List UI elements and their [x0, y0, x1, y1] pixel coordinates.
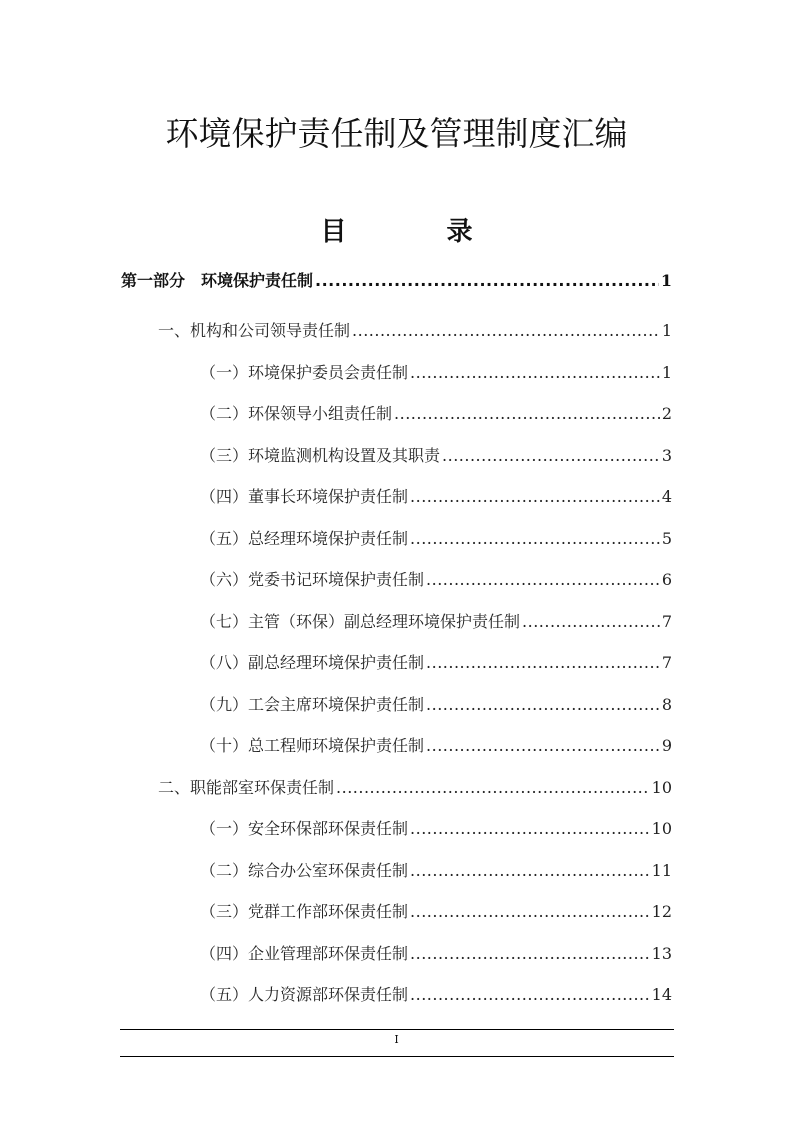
toc-entry-page: 14 — [651, 985, 672, 1004]
document-title: 环境保护责任制及管理制度汇编 — [165, 114, 628, 153]
toc-entry-page: 4 — [661, 487, 672, 506]
toc-entry[interactable] — [200, 360, 672, 382]
toc-leader-dots — [410, 985, 650, 1004]
toc-entry-part[interactable] — [121, 268, 672, 290]
toc-entry-page: 2 — [661, 404, 672, 423]
toc-leader-dots — [352, 321, 660, 340]
toc-entry-page: 5 — [661, 529, 672, 548]
toc-entry-label: （十）总工程师环境保护责任制 — [200, 736, 425, 755]
page-number: I — [394, 1033, 399, 1046]
toc-entry[interactable] — [200, 609, 672, 631]
toc-entry-label: （三）环境监测机构设置及其职责 — [200, 446, 441, 465]
toc-heading-left: 目 — [320, 217, 347, 247]
toc-entry[interactable] — [200, 858, 672, 880]
toc-leader-dots — [394, 404, 660, 423]
toc-entry-page: 8 — [661, 695, 672, 714]
toc-entry-label: （九）工会主席环境保护责任制 — [200, 695, 425, 714]
toc-entry[interactable] — [200, 567, 672, 589]
toc-entry[interactable] — [200, 816, 672, 838]
toc-entry-label: 二、职能部室环保责任制 — [158, 778, 335, 797]
toc-entry-label: 一、机构和公司领导责任制 — [158, 321, 351, 340]
toc-entry-page: 1 — [661, 321, 672, 340]
toc-leader-dots — [410, 861, 650, 880]
toc-entry-label: （六）党委书记环境保护责任制 — [200, 570, 425, 589]
toc-entry-label: （四）董事长环境保护责任制 — [200, 487, 409, 506]
toc-entry-label: （二）综合办公室环保责任制 — [200, 861, 409, 880]
toc-entry-page: 7 — [661, 612, 672, 631]
toc-entry-label: （五）总经理环境保护责任制 — [200, 529, 409, 548]
toc-entry-label: 第一部分 环境保护责任制 — [121, 271, 314, 290]
toc-entry[interactable] — [158, 775, 672, 797]
footer-top-rule — [120, 1029, 674, 1030]
toc-entry-label: （八）副总经理环境保护责任制 — [200, 653, 425, 672]
toc-entry[interactable] — [200, 941, 672, 963]
toc-entry-label: （七）主管（环保）副总经理环境保护责任制 — [200, 612, 521, 631]
toc-leader-dots — [410, 902, 650, 921]
toc-leader-dots — [426, 570, 660, 589]
toc-leader-dots — [410, 944, 650, 963]
toc-leader-dots — [426, 736, 660, 755]
toc-leader-dots — [426, 653, 660, 672]
footer-bottom-rule — [120, 1056, 674, 1057]
toc-entry[interactable] — [200, 443, 672, 465]
toc-entry-page: 10 — [651, 778, 672, 797]
toc-entry[interactable] — [200, 401, 672, 423]
toc-entry-label: （二）环保领导小组责任制 — [200, 404, 393, 423]
toc-entry-page: 12 — [651, 902, 672, 921]
toc-entry[interactable] — [200, 484, 672, 506]
toc-heading-right: 录 — [446, 217, 473, 247]
toc-entry[interactable] — [200, 733, 672, 755]
toc-entry-page: 1 — [661, 363, 672, 382]
toc-heading — [0, 211, 793, 248]
toc-entry[interactable] — [200, 982, 672, 1004]
toc-leader-dots — [442, 446, 660, 465]
toc-leader-dots — [522, 612, 660, 631]
toc-entry-page: 7 — [661, 653, 672, 672]
toc-entry-page: 13 — [651, 944, 672, 963]
toc-leader-dots — [410, 529, 660, 548]
toc-entry-page: 11 — [651, 861, 672, 880]
toc-entry-page: 10 — [651, 819, 672, 838]
toc-leader-dots — [410, 487, 660, 506]
toc-leader-dots — [315, 271, 659, 290]
toc-entry-label: （一）安全环保部环保责任制 — [200, 819, 409, 838]
toc-entry-page: 6 — [661, 570, 672, 589]
toc-entry[interactable] — [200, 692, 672, 714]
toc-leader-dots — [426, 695, 660, 714]
toc-entry-label: （三）党群工作部环保责任制 — [200, 902, 409, 921]
toc-entry-label: （四）企业管理部环保责任制 — [200, 944, 409, 963]
toc-entry-page: 3 — [661, 446, 672, 465]
toc-entry[interactable] — [158, 318, 672, 340]
toc-leader-dots — [410, 819, 650, 838]
toc-leader-dots — [410, 363, 660, 382]
toc-entry-page: 1 — [660, 271, 672, 290]
toc-entry-page: 9 — [661, 736, 672, 755]
toc-leader-dots — [336, 778, 650, 797]
toc-entry-label: （五）人力资源部环保责任制 — [200, 985, 409, 1004]
toc-entry[interactable] — [200, 899, 672, 921]
toc-entry[interactable] — [200, 526, 672, 548]
toc-entry[interactable] — [200, 650, 672, 672]
toc-entry-label: （一）环境保护委员会责任制 — [200, 363, 409, 382]
